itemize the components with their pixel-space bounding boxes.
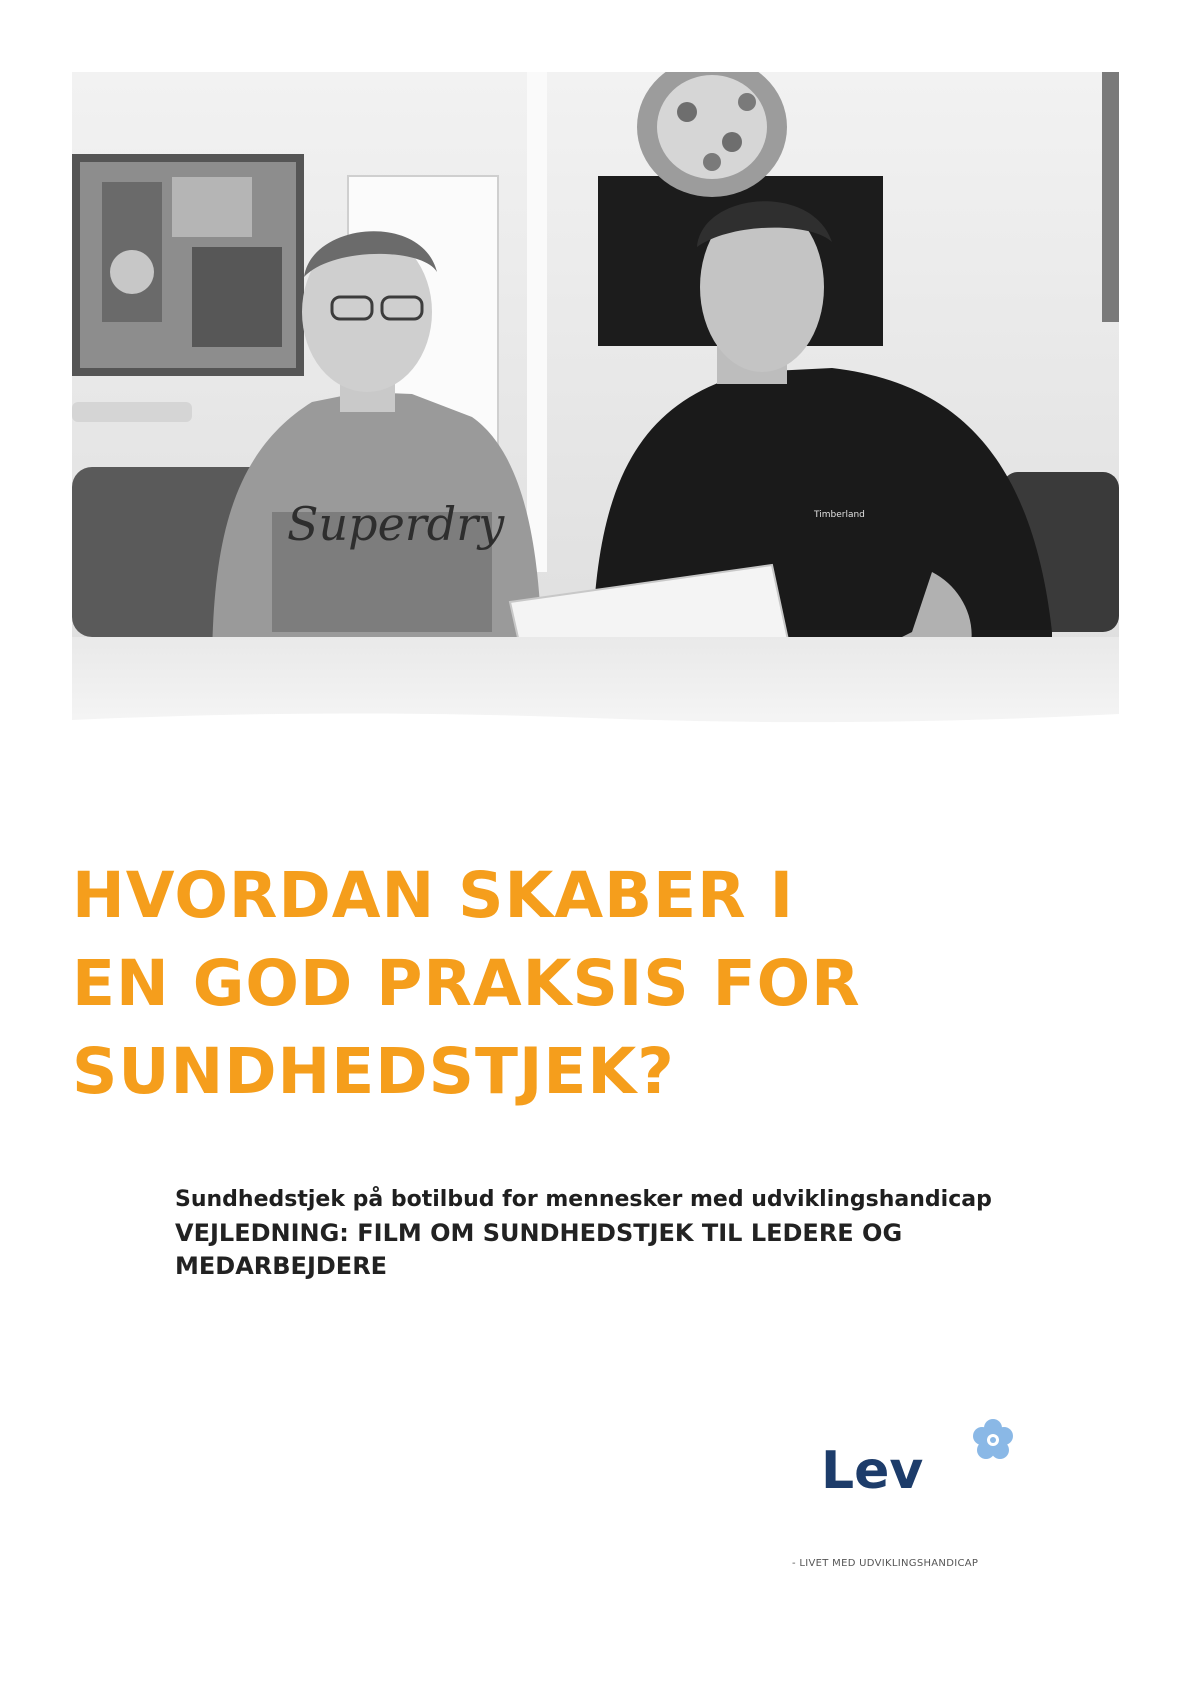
cover-title <box>72 852 1152 1116</box>
lev-logo-mark <box>815 1418 1035 1498</box>
cover-photo <box>72 72 1119 740</box>
lev-logo <box>815 1418 1035 1498</box>
lev-tagline: - LIVET MED UDVIKLINGSHANDICAP <box>792 1558 979 1569</box>
flower-icon <box>973 1419 1013 1459</box>
hoodie-print: Superdry <box>287 497 505 551</box>
lev-wordmark: Lev <box>821 1441 924 1498</box>
tshirt-logo: Timberland <box>814 510 865 520</box>
title-line-2: EN GOD PRAKSIS FOR <box>72 947 861 1020</box>
guide-heading: VEJLEDNING: FILM OM SUNDHEDSTJEK TIL LEDERE OG MEDARBEJDERE <box>175 1219 903 1280</box>
title-line-1: HVORDAN SKABER I <box>72 859 795 932</box>
photo-illustration <box>72 72 1119 740</box>
title-line-3: SUNDHEDSTJEK? <box>72 1035 675 1108</box>
cover-subtitle: Sundhedstjek på botilbud for mennesker med udviklingshandicap <box>175 1187 992 1212</box>
